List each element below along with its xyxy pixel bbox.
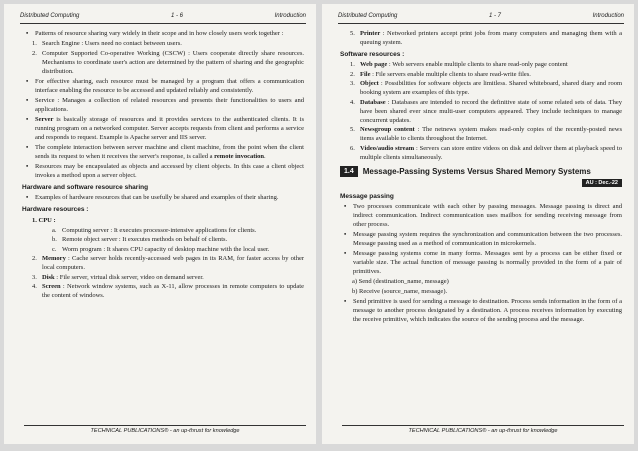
left-page [4,4,316,444]
sub-item: c. Worm program : It shares CPU capacity of desktop machine with the local user. [52,245,270,253]
numbered-item: 3. Disk : File server, virtual disk server, video on demand server. [32,273,204,281]
bullet-item: • Send primitive is used for sending a message to destination. Process sends information in the form of a message to another process designated by a destination. A process receives information by executing the receive primitive, which indicates the source of the sending process and the message. [344,297,622,323]
subheading: Hardware and software resource sharing [22,183,149,191]
section-number: 1.4 [340,166,358,177]
bullet-item: • Server is basically storage of resources and it provides services to the authenticated clients. It is running program on a networked computer. Server accepts requests from client and performs a service and responds to request. Example is Apache server and IIS server. [26,115,304,141]
page-body [22,28,304,301]
exam-badge: AU : Dec.-22 [582,179,622,187]
page-body [340,28,622,325]
page-footer: TECHNICAL PUBLICATIONS® - an up-thrust for knowledge [24,425,306,434]
primitive-line: a) Send (destination_name, message) [352,278,449,285]
bullet-item: • Resources may be encapsulated as objects and accessed by client objects. In this case a client object invokes a method upon a server object. [26,162,304,179]
numbered-item: 1. Web page : Web servers enable multiple clients to share read-only page content [350,61,568,68]
header-title: Distributed Computing [20,13,80,19]
numbered-item: 5. Printer : Networked printers accept print jobs from many computers and managing them with a queuing system. [350,29,622,46]
sub-item: a. Computing server : It executes processor-intensive applications for clients. [52,226,257,234]
bullet-item: • Message passing system requires the synchronization and communication between the two processes. Message passing used as a method of communication in microkernels. [344,231,622,247]
exam-tag [340,178,622,188]
numbered-item: 2. Memory : Cache server holds recently-accessed web pages in its RAM, for faster access by other local computers. [32,255,304,271]
header-title: Distributed Computing [338,13,398,19]
bullet-item: • Patterns of resource sharing vary widely in their scope and in how closely users work together : [26,30,284,37]
subheading: Software resources : [340,50,405,58]
numbered-item: 2. Computer Supported Co-operative Working (CSCW) : Users cooperate directly share resources. Mechanisms to coordinate user's action are determined by the pattern of sharing and the geographic distribution. [32,49,304,75]
header-section: Introduction [274,13,306,19]
page-header [338,13,624,24]
header-page-number: 1 - 6 [171,13,184,19]
bullet-item: • Examples of hardware resources that can be usefully be shared and examples of their sharing. [26,194,279,201]
subheading: Hardware resources : [22,206,89,213]
numbered-item: 1. Search Engine : Users need no contact between users. [32,40,182,47]
header-page-number: 1 - 7 [489,13,502,19]
bullet-item: • For effective sharing, each resource must be managed by a program that offers a communication interface enabling the resource to be accessed and updated reliably and consistently. [26,77,304,94]
bullet-item: • Service : Manages a collection of related resources and presents their functionalities to users and applications. [26,96,304,113]
term: Server [35,115,54,123]
bullet-item: • The complete interaction between server machine and client machine, from the point when the client sends its request to when it receives the server's response, is called a remote invocation. [26,143,304,160]
right-page [322,4,634,444]
header-section: Introduction [592,13,624,19]
sub-item: b. Remote object server : It executes methods on behalf of clients. [52,236,228,243]
bullet-item: • Two processes communicate with each other by passing messages. Message passing is direct and indirect communication. Indirect communication uses mailbox for sending receiving message from other process. [344,203,622,228]
cpu-heading: 1. CPU : [32,216,56,224]
section-heading [340,166,622,177]
numbered-item: 4. Screen : Network window systems, such as X-11, allow processes in remote computers to update the content of windows. [32,283,304,299]
numbered-item: 2. File : File servers enable multiple clients to share read-write files. [350,70,531,78]
bullet-item: • Message passing systems come in many forms. Messages sent by a process can be either fixed or variable size. The actual function of message passing is normally provided in the form of a pair of primitives. [344,250,622,275]
page-header [20,13,306,24]
primitive-line: b) Receive (source_name, message). [352,287,448,295]
numbered-item: 6. Video/audio stream : Servers can store entire videos on disk and deliver them at playback speed to multiple clients simultaneously. [350,144,622,161]
subheading: Message passing [340,192,394,200]
section-title: Message-Passing Systems Versus Shared Memory Systems [362,166,591,176]
numbered-item: 3. Object : Possibilities for software objects are limitless. Shared whiteboard, shared diary and room booking system are examples of this type. [350,80,622,96]
numbered-item: 4. Database : Databases are intended to record the definitive state of some related sets of data. They have been shared ever since multi-user computers appeared. They include techniques to manage concurrent updates. [350,98,622,124]
page-footer: TECHNICAL PUBLICATIONS® - an up-thrust for knowledge [342,425,624,434]
term: remote invocation [214,152,265,160]
numbered-item: 5. Newsgroup content : The netnews system makes read-only copies of the recently-posted news items available to clients throughout the Internet. [350,126,622,142]
